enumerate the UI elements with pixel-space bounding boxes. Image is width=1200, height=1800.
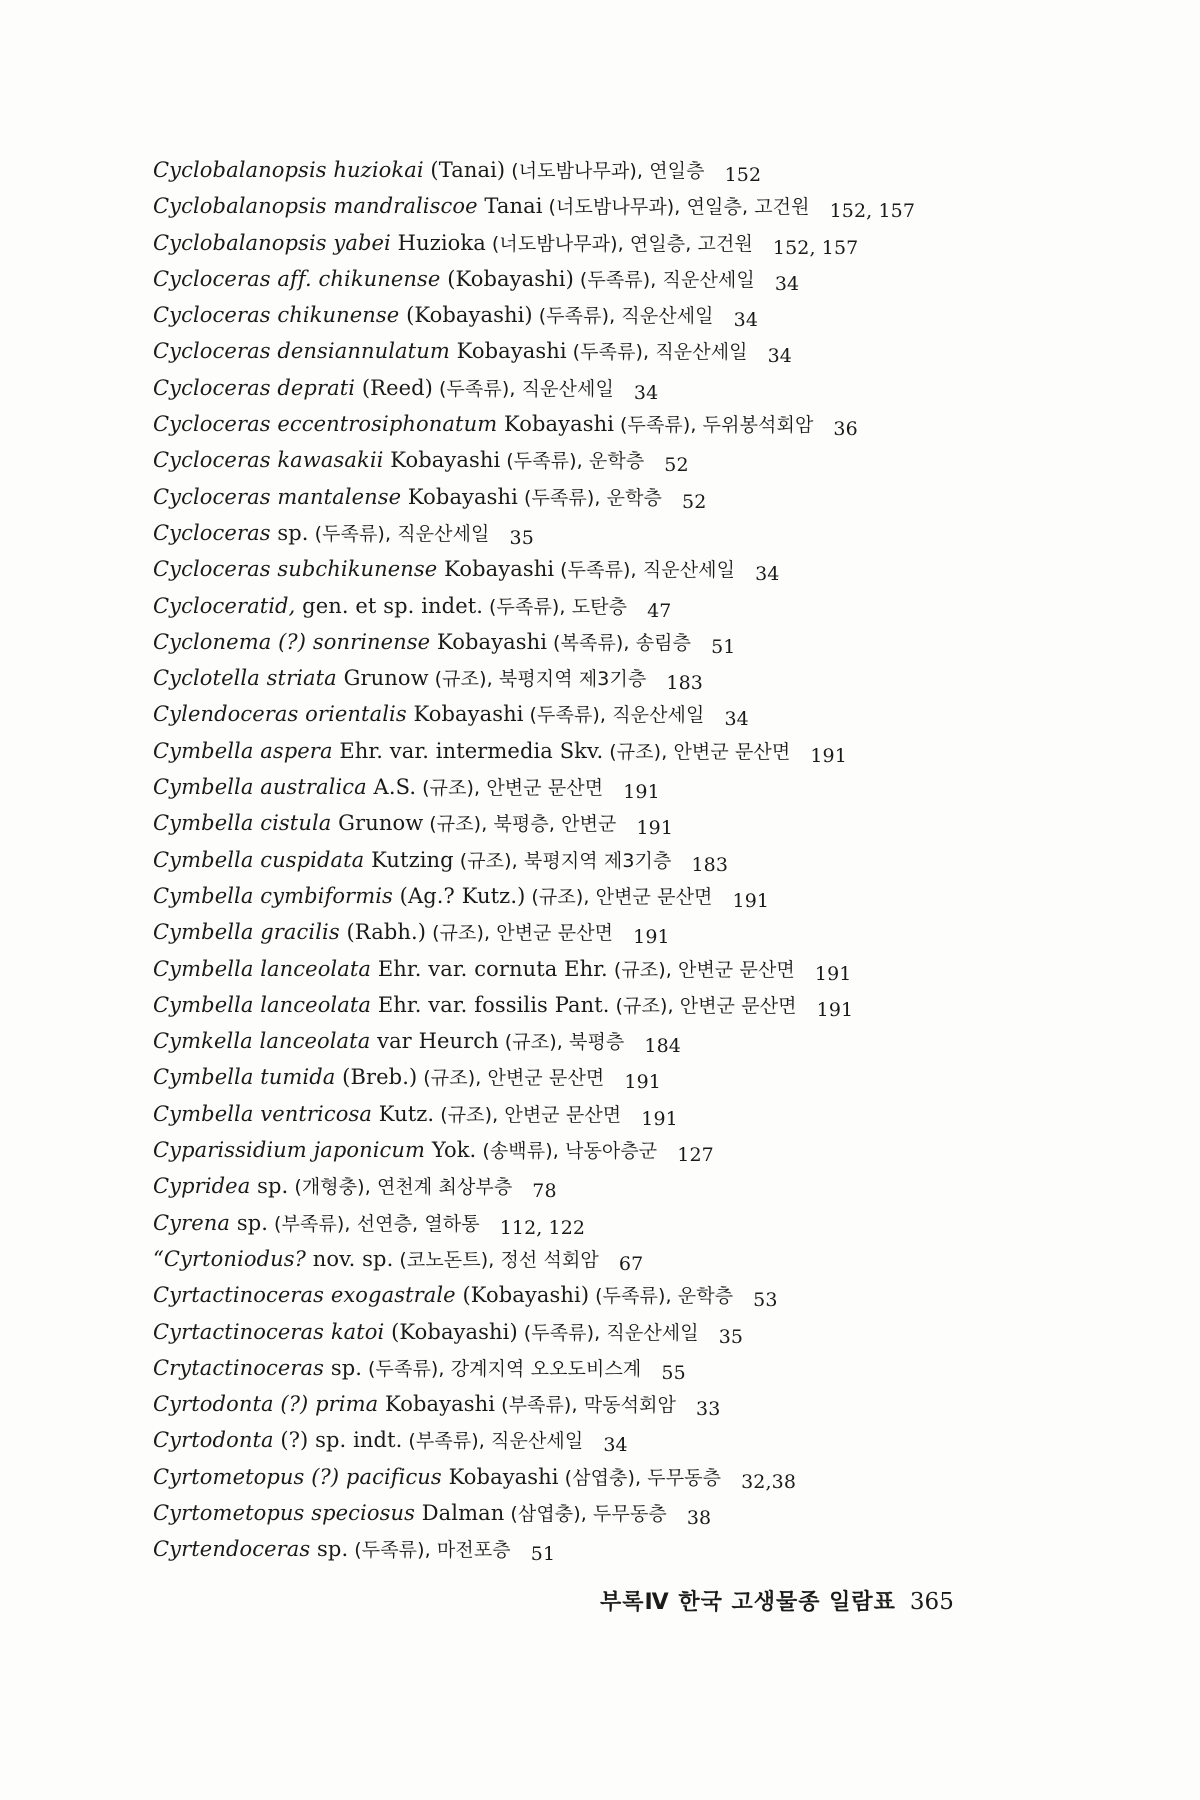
species-name: Cyrtendoceras [153, 1537, 311, 1562]
species-name: Cycloceras kawasakii [153, 448, 384, 473]
species-name: Cycloceras subchikunense [153, 557, 438, 582]
species-author: Dalman [414, 1500, 505, 1525]
species-author: (Kobayashi) [384, 1319, 518, 1344]
species-group-and-formation: (규조), 북평층 [504, 1031, 625, 1054]
species-name: Cycloceratid, [153, 593, 296, 618]
page-reference: 34 [724, 708, 749, 731]
species-name: Cyrtactinoceras exogastrale [153, 1283, 456, 1308]
page-number: 365 [909, 1589, 954, 1615]
page-reference: 51 [530, 1543, 556, 1566]
page-reference: 33 [696, 1398, 721, 1421]
index-entry [153, 624, 1153, 660]
species-group-and-formation: (두족류), 직운산세일 [529, 704, 705, 727]
page-reference: 191 [732, 889, 770, 912]
species-name: Cymbella lanceolata [153, 992, 372, 1017]
species-author: Kobayashi [378, 1392, 496, 1417]
page-reference: 67 [618, 1252, 644, 1275]
index-entry [153, 951, 1153, 987]
species-group-and-formation: (두족류), 직운산세일 [314, 522, 490, 545]
species-group-and-formation: (두족류), 직운산세일 [438, 377, 614, 400]
index-entry [153, 733, 1153, 769]
index-entry [153, 297, 1153, 333]
species-group-and-formation: (너도밤나무과), 연일층, 고건원 [548, 196, 810, 219]
species-group-and-formation: (두족류), 운학층 [506, 450, 645, 473]
page-reference: 191 [633, 926, 670, 949]
species-author: (Breb.) [335, 1065, 418, 1090]
index-entry [153, 442, 1153, 478]
species-group-and-formation: (삼엽충), 두무동층 [564, 1466, 722, 1489]
species-author: Kobayashi [406, 702, 524, 727]
species-name: Cyrtometopus (?) pacificus [153, 1464, 442, 1489]
species-group-and-formation: (규조), 북평층, 안변군 [429, 813, 617, 836]
index-entry [153, 1459, 1153, 1495]
species-name: Cycloceras mantalense [153, 484, 402, 509]
species-author: (Kobayashi) [399, 303, 533, 328]
page-reference: 112, 122 [499, 1216, 586, 1239]
species-group-and-formation: (규조), 안변군 문산면 [422, 777, 604, 800]
page-reference: 53 [753, 1289, 778, 1312]
species-name: Cyclobalanopsis huziokai [153, 158, 424, 182]
species-author: var Heurch [370, 1029, 499, 1054]
species-name: Cymbella cymbiformis [153, 883, 393, 908]
page-reference: 191 [814, 962, 852, 985]
page-reference: 183 [691, 853, 729, 876]
page-reference: 191 [636, 817, 674, 840]
species-index-list [153, 152, 1153, 1568]
species-author: Ehr. var. fossilis Pant. [371, 992, 610, 1017]
page-reference: 35 [718, 1325, 744, 1348]
species-author: (Tanai) [423, 158, 506, 182]
index-entry [153, 914, 1153, 950]
page-reference: 191 [816, 998, 854, 1021]
species-author: Kutzing [364, 847, 454, 872]
index-entry [153, 406, 1153, 442]
species-author: Kutz. [371, 1101, 435, 1126]
index-entry [153, 1241, 1153, 1277]
page-reference: 191 [641, 1107, 678, 1130]
species-group-and-formation: (두족류), 운학층 [595, 1285, 734, 1308]
species-author: Grunow [336, 666, 429, 691]
species-author: gen. et sp. indet. [295, 593, 484, 618]
species-group-and-formation: (규조), 안변군 문산면 [609, 740, 791, 763]
index-entry [153, 696, 1153, 732]
species-name: Cypridea [153, 1174, 251, 1199]
species-name: Cyrena [153, 1210, 231, 1235]
page-reference: 34 [755, 563, 780, 586]
index-entry [153, 1059, 1153, 1095]
page-reference: 34 [774, 272, 800, 295]
species-group-and-formation: (규조), 안변군 문산면 [423, 1067, 605, 1090]
species-name: Cymkella lanceolata [153, 1029, 371, 1054]
species-group-and-formation: (두족류), 두위봉석회암 [620, 414, 814, 437]
index-entry [153, 1023, 1153, 1059]
species-name: Cylendoceras orientalis [153, 702, 407, 727]
page-reference: 152 [724, 164, 762, 186]
species-name: Cymbella cistula [153, 811, 332, 836]
species-group-and-formation: (삼엽충), 두무동층 [510, 1502, 667, 1525]
page-reference: 55 [661, 1361, 686, 1384]
species-name: Cyrtactinoceras katoi [153, 1319, 385, 1344]
index-entry [153, 333, 1153, 369]
species-name: Cycloceras eccentrosiphonatum [153, 412, 498, 437]
species-group-and-formation: (두족류), 직운산세일 [572, 341, 748, 364]
species-name: Cyrtodonta (?) prima [153, 1392, 379, 1417]
species-name: Cyclonema (?) sonrinense [153, 629, 431, 654]
species-group-and-formation: (규조), 안변군 문산면 [432, 922, 614, 945]
page-reference: 35 [509, 526, 534, 549]
page-reference: 183 [666, 672, 703, 695]
species-group-and-formation: (개형충), 연천계 최상부층 [294, 1176, 513, 1199]
species-name: Cycloceras chikunense [153, 303, 400, 328]
index-entry [153, 515, 1153, 551]
index-entry [153, 225, 1153, 261]
species-group-and-formation: (두족류), 직운산세일 [523, 1321, 699, 1344]
species-name: Cymbella australica [153, 775, 367, 800]
index-entry [153, 769, 1153, 805]
species-group-and-formation: (두족류), 직운산세일 [560, 559, 736, 582]
species-group-and-formation: (부족류), 직운산세일 [408, 1430, 584, 1453]
species-group-and-formation: (두족류), 도탄층 [489, 595, 628, 618]
page-reference: 191 [623, 781, 660, 804]
species-group-and-formation: (규조), 안변군 문산면 [615, 994, 797, 1017]
species-author: (?) sp. indt. [273, 1428, 403, 1453]
species-name: Cymbella aspera [153, 738, 333, 763]
page-reference: 52 [664, 454, 689, 477]
species-name: Cyparissidium japonicum [153, 1138, 426, 1163]
index-entry [153, 987, 1153, 1023]
species-name: Cyrtometopus speciosus [153, 1500, 415, 1525]
index-entry [153, 551, 1153, 587]
species-name: Cycloceras densiannulatum [153, 339, 450, 364]
index-entry [153, 479, 1153, 515]
species-author: nov. sp. [305, 1246, 394, 1271]
species-name: Cyclotella striata [153, 666, 337, 691]
species-author: Tanai [477, 194, 543, 219]
species-author: sp. [324, 1355, 363, 1380]
page-reference: 127 [677, 1144, 714, 1167]
page-reference: 152, 157 [772, 236, 859, 259]
species-author: Huzioka [390, 230, 486, 255]
species-group-and-formation: (두족류), 운학층 [523, 486, 662, 509]
species-name: Cymbella tumida [153, 1065, 336, 1090]
species-group-and-formation: (두족류), 마전포층 [354, 1539, 511, 1562]
species-name: Cyrtodonta [153, 1428, 274, 1453]
page-reference: 191 [624, 1071, 661, 1094]
species-author: (Reed) [355, 375, 433, 400]
page-reference: 191 [810, 744, 847, 767]
species-group-and-formation: (규조), 안변군 문산면 [613, 958, 795, 981]
species-author: sp. [270, 520, 309, 545]
species-author: Kobayashi [449, 339, 567, 364]
species-author: Kobayashi [437, 557, 555, 582]
index-entry [153, 261, 1153, 297]
species-author: sp. [230, 1210, 269, 1235]
species-name: Cycloceras deprati [153, 375, 356, 400]
species-author: Yok. [425, 1138, 477, 1163]
species-group-and-formation: (너도밤나무과), 연일층 [511, 160, 705, 182]
page-reference: 38 [686, 1506, 712, 1529]
index-entry [153, 370, 1153, 406]
species-group-and-formation: (규조), 안변군 문산면 [531, 885, 713, 908]
species-name: Cymbella lanceolata [153, 956, 372, 981]
species-author: Kobayashi [383, 448, 501, 473]
index-entry [153, 1096, 1153, 1132]
species-group-and-formation: (너도밤나무과), 연일층, 고건원 [491, 232, 753, 255]
species-author: A.S. [366, 775, 417, 800]
index-entry [153, 1314, 1153, 1350]
page-reference: 34 [733, 309, 759, 332]
page-reference: 51 [711, 635, 736, 658]
species-name: Cymbella ventricosa [153, 1101, 372, 1126]
footer-title: 부록Ⅳ 한국 고생물종 일람표 [600, 1590, 896, 1615]
page-footer [600, 1585, 954, 1616]
page-reference: 52 [682, 490, 707, 513]
index-entry [153, 660, 1153, 696]
index-entry [153, 1168, 1153, 1204]
species-author: sp. [310, 1537, 349, 1562]
species-group-and-formation: (규조), 북평지역 제3기층 [459, 849, 672, 872]
page-reference: 32,38 [741, 1470, 797, 1493]
species-name: Crytactinoceras [153, 1355, 325, 1380]
index-entry [153, 1386, 1153, 1422]
species-name: Cycloceras [153, 520, 271, 545]
species-group-and-formation: (부족류), 막동석회암 [501, 1394, 676, 1417]
species-group-and-formation: (부족류), 선연층, 열하통 [274, 1212, 480, 1235]
species-group-and-formation: (두족류), 직운산세일 [579, 268, 755, 291]
species-group-and-formation: (두족류), 직운산세일 [538, 305, 714, 328]
index-entry [153, 1350, 1153, 1386]
species-author: (Kobayashi) [455, 1283, 590, 1308]
species-name: “Cyrtoniodus? [153, 1246, 306, 1271]
species-author: Grunow [331, 811, 424, 836]
species-author: (Ag.? Kutz.) [392, 883, 526, 908]
page-reference: 36 [833, 418, 858, 441]
species-author: Kobayashi [430, 629, 548, 654]
index-entry [153, 1205, 1153, 1241]
species-author: Ehr. var. intermedia Skv. [332, 738, 604, 763]
species-author: Kobayashi [401, 484, 518, 509]
species-name: Cyclobalanopsis mandraliscoe [153, 194, 478, 219]
species-group-and-formation: (규조), 안변군 문산면 [440, 1103, 622, 1126]
species-name: Cyclobalanopsis yabei [153, 230, 391, 255]
species-author: Ehr. var. cornuta Ehr. [371, 956, 608, 981]
index-entry [153, 1531, 1153, 1567]
index-entry [153, 188, 1153, 224]
species-group-and-formation: (규조), 북평지역 제3기층 [434, 668, 647, 691]
index-entry [153, 1422, 1153, 1458]
page-reference: 34 [767, 345, 792, 368]
species-group-and-formation: (송백류), 낙동아층군 [482, 1140, 658, 1163]
index-entry [153, 1277, 1153, 1313]
page-reference: 34 [603, 1434, 628, 1457]
species-name: Cymbella cuspidata [153, 847, 365, 872]
index-entry [153, 1495, 1153, 1531]
index-entry [153, 878, 1153, 914]
page-reference: 47 [647, 599, 672, 622]
species-author: Kobayashi [441, 1464, 559, 1489]
species-name: Cymbella gracilis [153, 920, 340, 945]
page-reference: 34 [633, 381, 659, 404]
species-author: (Kobayashi) [440, 266, 574, 291]
index-entry [153, 588, 1153, 624]
index-entry [153, 1132, 1153, 1168]
species-group-and-formation: (코노돈트), 정선 석회암 [399, 1248, 599, 1271]
species-author: (Rabh.) [339, 920, 427, 945]
species-author: sp. [250, 1174, 289, 1199]
page-reference: 152, 157 [829, 200, 916, 223]
page-reference: 78 [532, 1180, 557, 1203]
species-group-and-formation: (두족류), 강계지역 오오도비스계 [368, 1357, 642, 1380]
index-entry [153, 842, 1153, 878]
index-entry [153, 152, 1153, 188]
species-author: Kobayashi [497, 412, 615, 437]
species-name: Cycloceras aff. chikunense [153, 266, 441, 291]
index-entry [153, 805, 1153, 841]
page-reference: 184 [644, 1035, 681, 1058]
species-group-and-formation: (복족류), 송림층 [553, 631, 692, 654]
